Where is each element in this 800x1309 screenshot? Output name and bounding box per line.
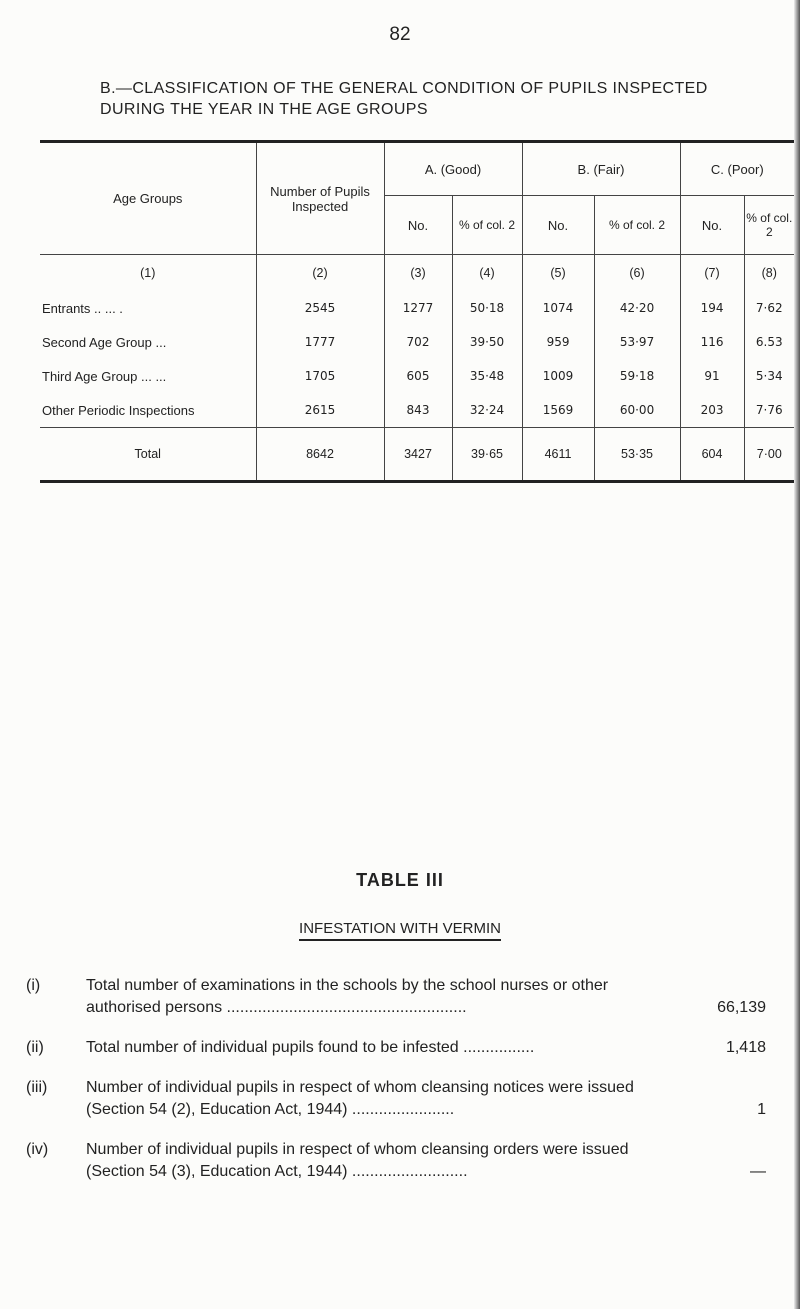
col-number: (2)	[256, 255, 384, 292]
table3-title: TABLE III	[356, 870, 444, 890]
cell-b-no: 959	[522, 325, 594, 359]
total-b-pct: 53·35	[594, 428, 680, 482]
cell-a-pct: 32·24	[452, 393, 522, 428]
header-c-no: No.	[680, 196, 744, 255]
cell-b-pct: 42·20	[594, 291, 680, 325]
cell-c-no: 194	[680, 291, 744, 325]
col-number: (8)	[744, 255, 794, 292]
header-fair: B. (Fair)	[522, 142, 680, 196]
page-number: 82	[389, 24, 411, 45]
section-heading: B.—CLASSIFICATION OF THE GENERAL CONDITION OF PUPILS INSPECTED DURING THE YEAR IN THE AGE GROUPS	[100, 80, 708, 118]
cell-a-no: 843	[384, 393, 452, 428]
cell-c-no: 91	[680, 359, 744, 393]
total-pupils: 8642	[256, 428, 384, 482]
total-b-no: 4611	[522, 428, 594, 482]
cell-b-no: 1009	[522, 359, 594, 393]
table3-subtitle	[0, 920, 800, 937]
cell-pupils: 2615	[256, 393, 384, 428]
row-label: Third Age Group ... ...	[42, 368, 167, 384]
item-value: 1,418	[725, 1039, 766, 1056]
table-row	[40, 393, 794, 428]
header-b-pct: % of col. 2	[594, 196, 680, 255]
list-item	[26, 1077, 766, 1121]
page-edge	[794, 0, 800, 1309]
col-number: (5)	[522, 255, 594, 292]
item-number: (iv)	[26, 1141, 49, 1158]
item-value: 1	[757, 1101, 766, 1118]
total-c-pct: 7·00	[744, 428, 794, 482]
item-number: (ii)	[26, 1039, 44, 1056]
cell-pupils: 1705	[256, 359, 384, 393]
item-number: (iii)	[26, 1079, 48, 1096]
cell-b-pct: 60·00	[594, 393, 680, 428]
table-row	[40, 291, 794, 325]
cell-a-no: 702	[384, 325, 452, 359]
cell-c-pct: 6.53	[744, 325, 794, 359]
item-value: —	[750, 1163, 766, 1180]
cell-a-pct: 39·50	[452, 325, 522, 359]
cell-a-pct: 35·48	[452, 359, 522, 393]
total-a-no: 3427	[384, 428, 452, 482]
total-a-pct: 39·65	[452, 428, 522, 482]
classification-table	[40, 140, 794, 483]
col-number: (3)	[384, 255, 452, 292]
cell-c-pct: 5·34	[744, 359, 794, 393]
cell-a-pct: 50·18	[452, 291, 522, 325]
cell-b-pct: 59·18	[594, 359, 680, 393]
item-number: (i)	[26, 977, 41, 994]
col-number: (1)	[40, 255, 256, 292]
cell-c-no: 116	[680, 325, 744, 359]
item-text: Total number of individual pupils found to be infested ................	[86, 1039, 535, 1056]
cell-pupils: 1777	[256, 325, 384, 359]
total-c-no: 604	[680, 428, 744, 482]
row-label: Second Age Group ...	[42, 334, 167, 350]
header-number-pupils: Number of Pupils Inspected	[256, 142, 384, 255]
item-text: Number of individual pupils in respect of whom cleansing notices were issued (Section 54 (2), Education Act, 1944) .......................	[86, 1079, 634, 1118]
total-label: Total	[40, 428, 256, 482]
col-number: (4)	[452, 255, 522, 292]
list-item	[26, 1139, 766, 1183]
cell-a-no: 1277	[384, 291, 452, 325]
list-item	[26, 975, 766, 1019]
cell-c-pct: 7·62	[744, 291, 794, 325]
cell-b-pct: 53·97	[594, 325, 680, 359]
list-item	[26, 1037, 766, 1059]
vermin-list	[26, 975, 766, 1201]
column-number-row	[40, 255, 794, 292]
header-good: A. (Good)	[384, 142, 522, 196]
total-row	[40, 428, 794, 482]
row-label: Other Periodic Inspections	[42, 402, 195, 418]
cell-pupils: 2545	[256, 291, 384, 325]
classification-table-wrap	[40, 140, 794, 483]
cell-c-no: 203	[680, 393, 744, 428]
header-b-no: No.	[522, 196, 594, 255]
table3-subtitle-text: INFESTATION WITH VERMIN	[299, 920, 501, 941]
item-value: 66,139	[717, 999, 766, 1016]
col-number: (7)	[680, 255, 744, 292]
cell-b-no: 1569	[522, 393, 594, 428]
cell-a-no: 605	[384, 359, 452, 393]
header-poor: C. (Poor)	[680, 142, 794, 196]
cell-b-no: 1074	[522, 291, 594, 325]
cell-c-pct: 7·76	[744, 393, 794, 428]
row-label: Entrants .. ... .	[42, 300, 123, 316]
item-text: Total number of examinations in the schools by the school nurses or other authorised persons ......................................................	[86, 977, 609, 1016]
item-text: Number of individual pupils in respect of whom cleansing orders were issued (Section 54 (3), Education Act, 1944) ..........................	[86, 1141, 629, 1180]
col-number: (6)	[594, 255, 680, 292]
header-c-pct: % of col. 2	[744, 196, 794, 255]
table-row	[40, 359, 794, 393]
header-a-pct: % of col. 2	[452, 196, 522, 255]
table-row	[40, 325, 794, 359]
header-age-groups: Age Groups	[40, 142, 256, 255]
header-a-no: No.	[384, 196, 452, 255]
